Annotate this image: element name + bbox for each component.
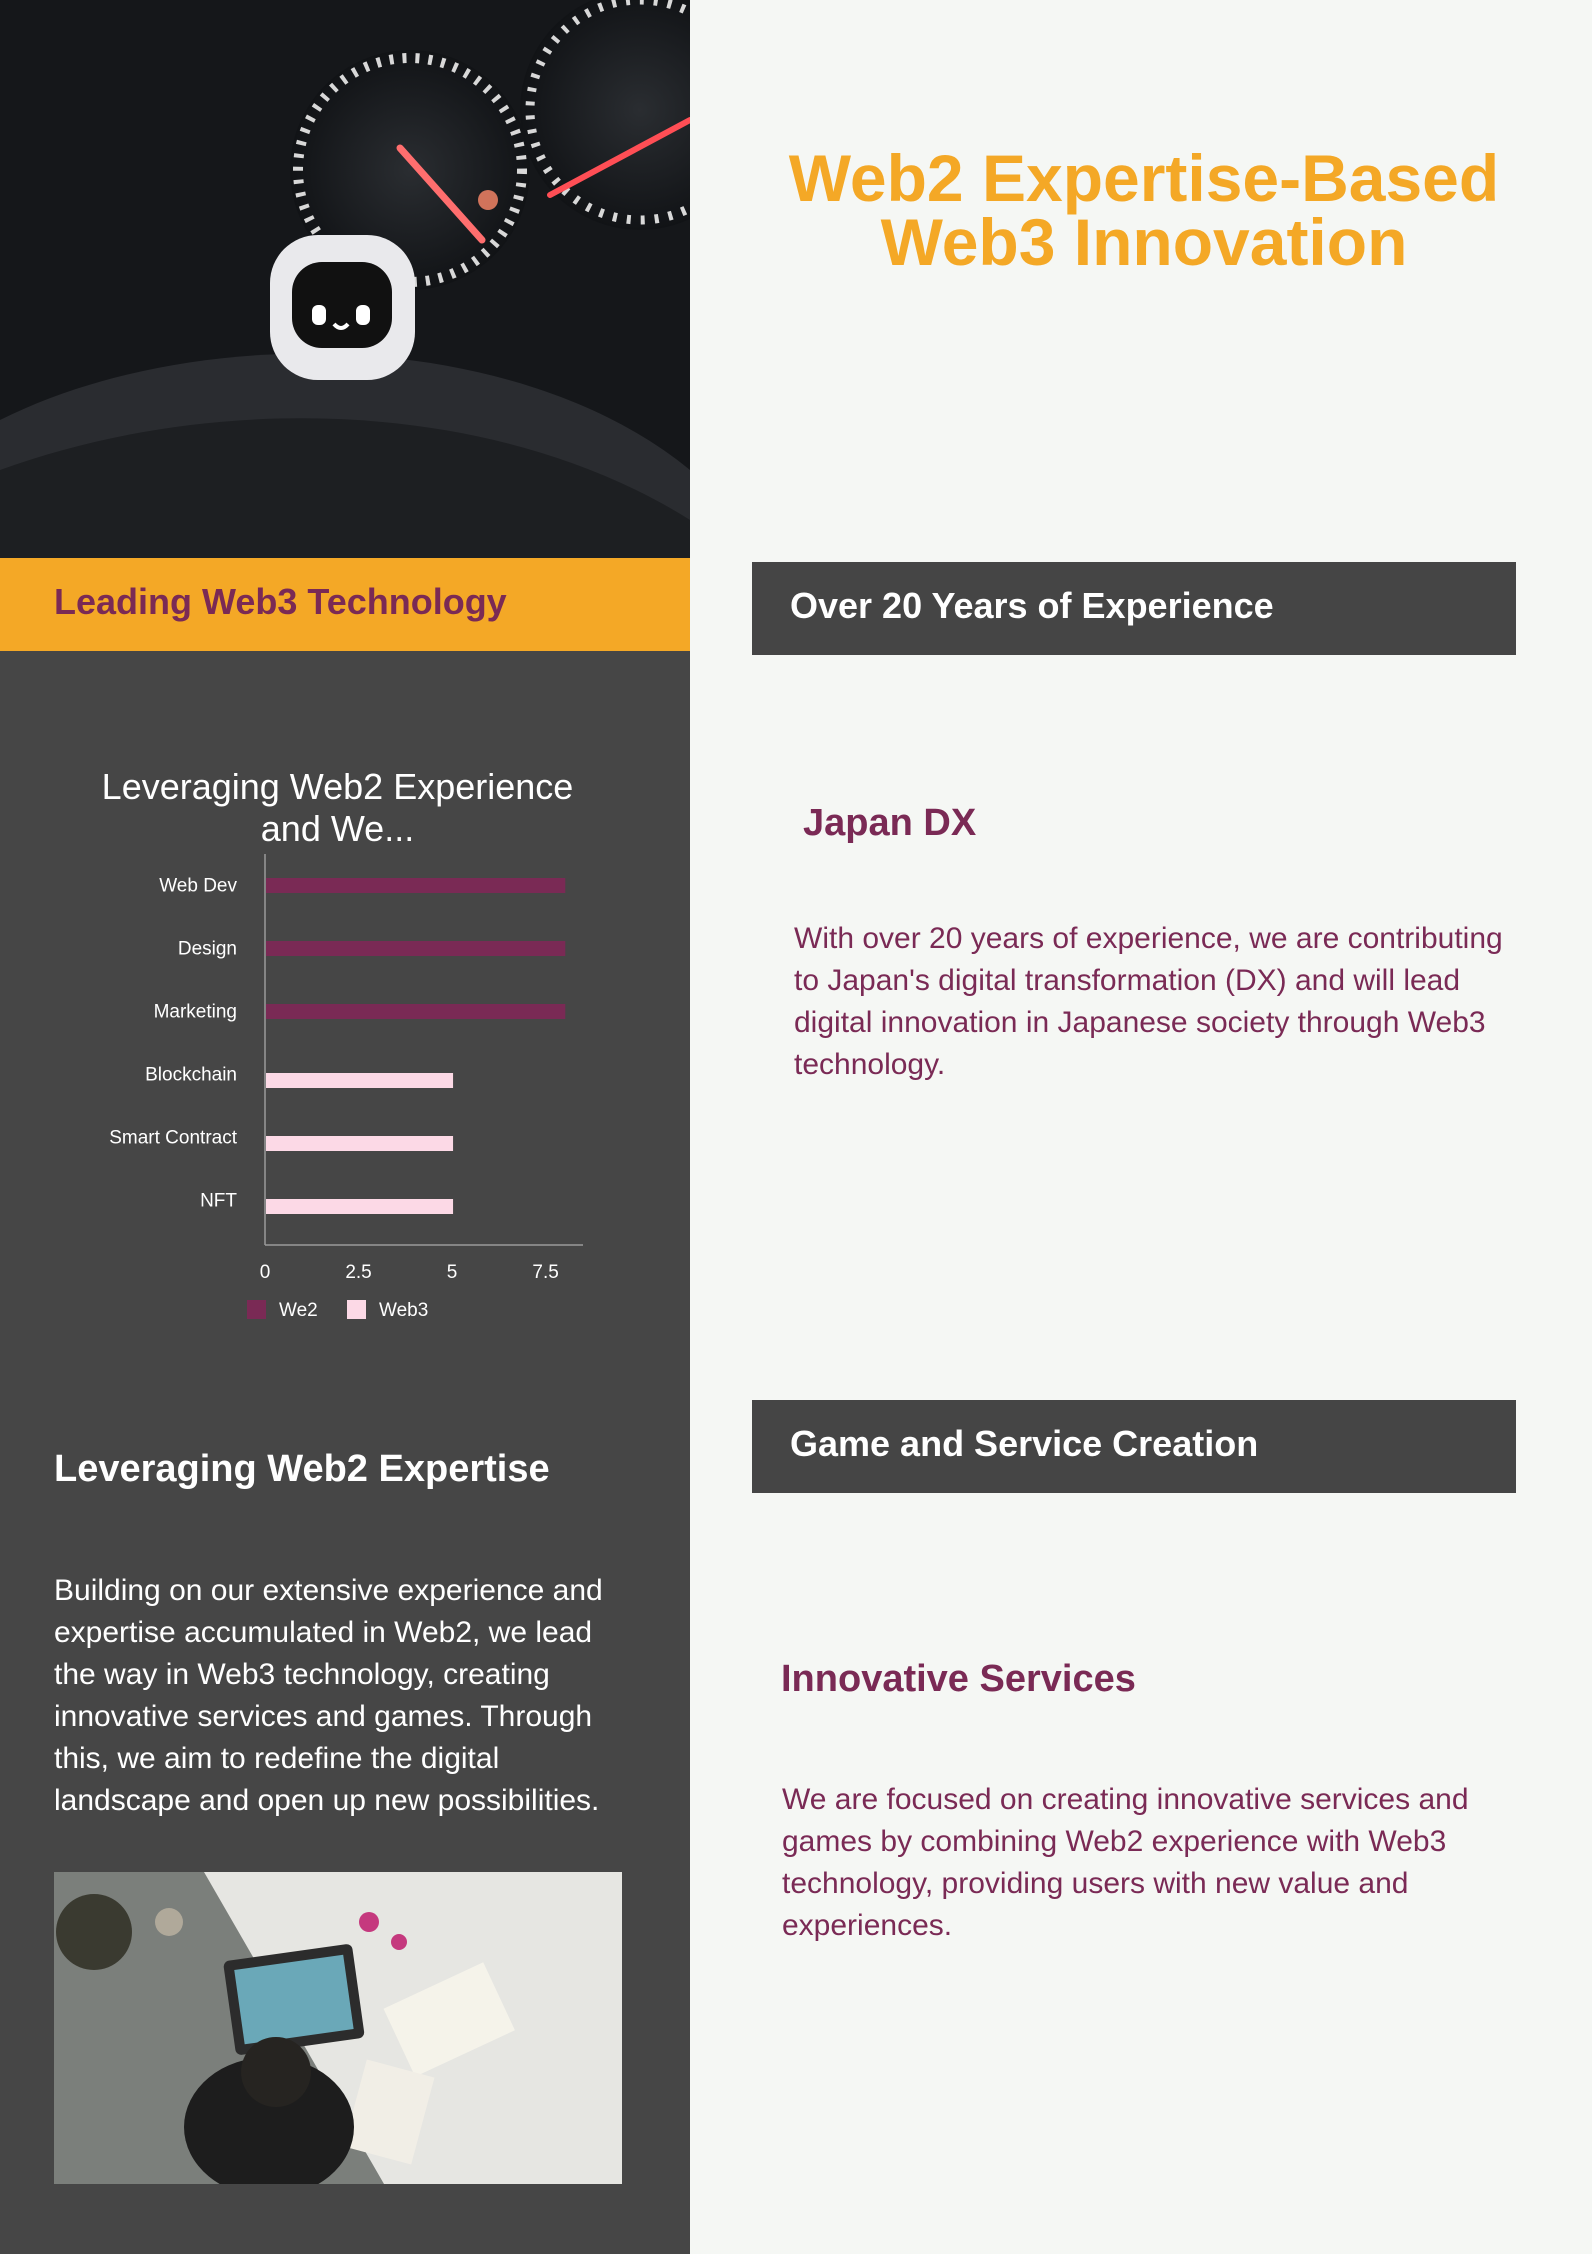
experience-box xyxy=(752,562,1516,655)
chart-bar-web3-blockchain xyxy=(266,1073,453,1088)
innovative-services-paragraph: We are focused on creating innovative services and games by combining Web2 experience with Web3 technology, providing users with new value and experiences. xyxy=(782,1783,1469,1942)
japan-dx-paragraph: With over 20 years of experience, we are contributing to Japan's digital transformation (DX) and will lead digital innovation in Japanese society through Web3 technology. xyxy=(794,922,1503,1081)
game-service-box xyxy=(752,1400,1516,1493)
speedometer-robot-photo xyxy=(0,0,690,558)
chart-category-label: Blockchain xyxy=(145,1064,237,1086)
japan-dx-heading: Japan DX xyxy=(803,802,977,844)
left-banner-title: Leading Web3 Technology xyxy=(54,581,507,622)
chart-legend-swatch-we2 xyxy=(247,1300,266,1319)
left-banner xyxy=(0,558,690,651)
chart-category-label: Web Dev xyxy=(159,875,237,897)
innovative-services-heading: Innovative Services xyxy=(781,1658,1136,1700)
desk-workspace-photo xyxy=(54,1872,622,2184)
left-paragraph: Building on our extensive experience and expertise accumulated in Web2, we lead the way in Web3 technology, creating innovative services and games. Through this, we aim to redefine the digital landscape and open up new possibilities. xyxy=(54,1574,603,1817)
chart-title: Leveraging Web2 Experience and We... xyxy=(101,766,574,849)
chart-bar-web3-smart-contract xyxy=(266,1136,453,1151)
chart-category-label: Marketing xyxy=(153,1001,237,1023)
chart-bar-we2-web-dev xyxy=(266,878,565,893)
headline-line-1: Web2 Expertise-Based xyxy=(788,141,1500,215)
chart-legend-label: We2 xyxy=(279,1300,318,1321)
game-service-box-title: Game and Service Creation xyxy=(790,1423,1259,1464)
chart-x-tick-label: 2.5 xyxy=(345,1262,372,1283)
chart-category-label: NFT xyxy=(200,1190,237,1212)
headline-line-2: Web3 Innovation xyxy=(880,205,1408,279)
page-headline xyxy=(740,141,1548,279)
chart-x-tick-label: 5 xyxy=(446,1262,458,1283)
bar-chart xyxy=(0,850,690,1330)
chart-category-label: Smart Contract xyxy=(109,1127,237,1149)
chart-bar-web3-nft xyxy=(266,1199,453,1214)
experience-box-title: Over 20 Years of Experience xyxy=(790,585,1274,626)
chart-bar-we2-marketing xyxy=(266,1004,565,1019)
chart-x-tick-label: 0 xyxy=(259,1262,271,1283)
chart-bar-we2-design xyxy=(266,941,565,956)
chart-x-tick-label: 7.5 xyxy=(532,1262,559,1283)
chart-legend-swatch-web3 xyxy=(347,1300,366,1319)
chart-legend-label: Web3 xyxy=(379,1300,429,1321)
left-section-heading: Leveraging Web2 Expertise xyxy=(54,1448,550,1490)
chart-category-label: Design xyxy=(177,938,237,960)
